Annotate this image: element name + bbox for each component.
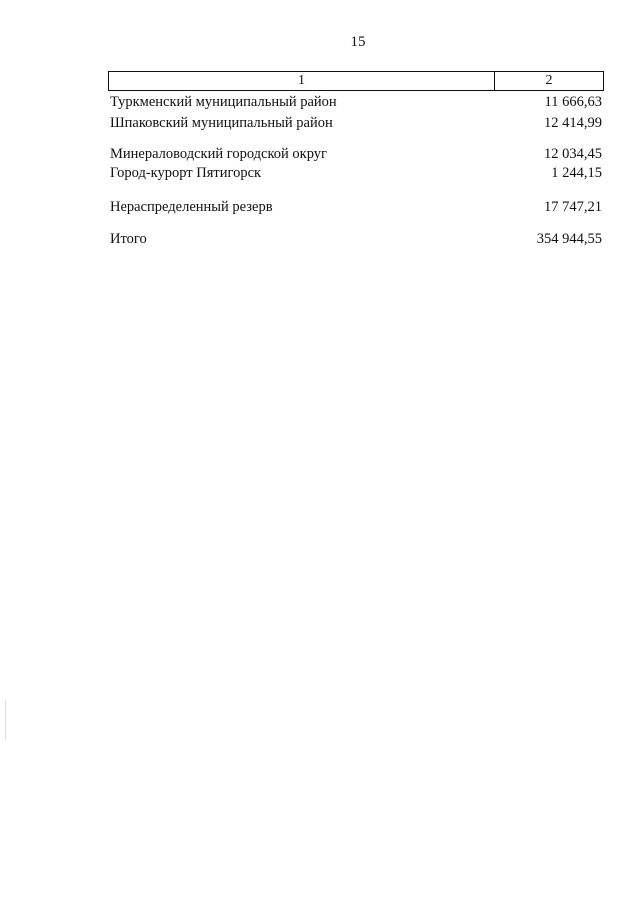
row-label: Итого (110, 231, 147, 247)
row-label: Минераловодский городской округ (110, 146, 327, 162)
scan-artifact (5, 700, 6, 740)
page-number: 15 (350, 34, 366, 50)
table-row-total (110, 230, 602, 248)
row-value: 354 944,55 (536, 231, 602, 247)
table-header (108, 71, 604, 91)
row-label: Нераспределенный резерв (110, 199, 273, 215)
table-row (110, 164, 602, 182)
table-header-col-1: 1 (109, 72, 495, 90)
row-value: 11 666,63 (544, 94, 602, 110)
row-value: 17 747,21 (544, 199, 602, 215)
row-label: Туркменский муниципальный район (110, 94, 337, 110)
row-label: Шпаковский муниципальный район (110, 115, 333, 131)
row-label: Город-курорт Пятигорск (110, 165, 262, 181)
row-value: 12 414,99 (544, 115, 602, 131)
table-row (110, 145, 602, 163)
table-row (110, 93, 602, 111)
row-value: 1 244,15 (551, 165, 602, 181)
table-row (110, 114, 602, 132)
table-header-col-2: 2 (545, 73, 553, 88)
row-value: 12 034,45 (544, 146, 602, 162)
table-row (110, 198, 602, 216)
